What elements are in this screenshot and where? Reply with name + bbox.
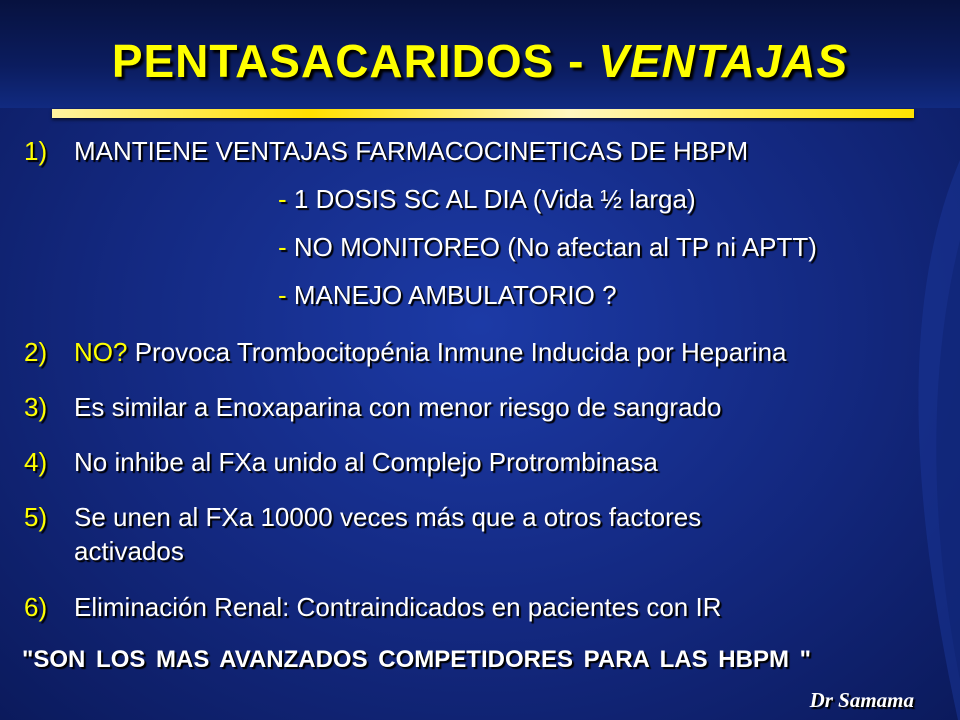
item-number-3: 3) [24,392,48,422]
item-number-6: 6) [24,592,48,622]
title-underline [52,109,914,118]
item-text-4: No inhibe al FXa unido al Complejo Protrombinasa [74,447,658,477]
subitem-1 [278,184,696,215]
item-text-2 [74,337,787,368]
subitem-dash-1: - [278,184,287,214]
item-text-5-cont: activados [74,536,184,566]
subitem-text-3: MANEJO AMBULATORIO ? [286,280,617,310]
item-text-6: Eliminación Renal: Contraindicados en pacientes con IR [74,592,722,622]
item-text-3: Es similar a Enoxaparina con menor riesgo de sangrado [74,392,722,422]
decorative-swoosh [840,120,960,720]
author-credit: Dr Samama [809,688,914,712]
item-text-1: MANTIENE VENTAJAS FARMACOCINETICAS DE HBPM [74,136,749,166]
item-2-prefix: NO? [74,337,128,367]
subitem-3 [278,280,617,311]
subitem-dash-2: - [278,232,287,262]
item-number-4: 4) [24,447,48,477]
item-number-5: 5) [24,502,48,532]
item-text-5: Se unen al FXa 10000 veces más que a otros factores [74,502,702,532]
subitem-2 [278,232,817,263]
title-italic: VENTAJAS [598,35,849,87]
item-number-2: 2) [24,337,48,367]
subitem-text-1: 1 DOSIS SC AL DIA (Vida ½ larga) [286,184,696,214]
subitem-dash-3: - [278,280,287,310]
item-number-1: 1) [24,136,48,166]
slide-title [0,34,960,88]
item-2-body: Provoca Trombocitopénia Inmune Inducida por Heparina [127,337,787,367]
closing-quote: "SON LOS MAS AVANZADOS COMPETIDORES PARA LAS HBPM " [22,646,812,673]
title-main: PENTASACARIDOS - [111,35,585,87]
subitem-text-2: NO MONITOREO (No afectan al TP ni APTT) [286,232,817,262]
